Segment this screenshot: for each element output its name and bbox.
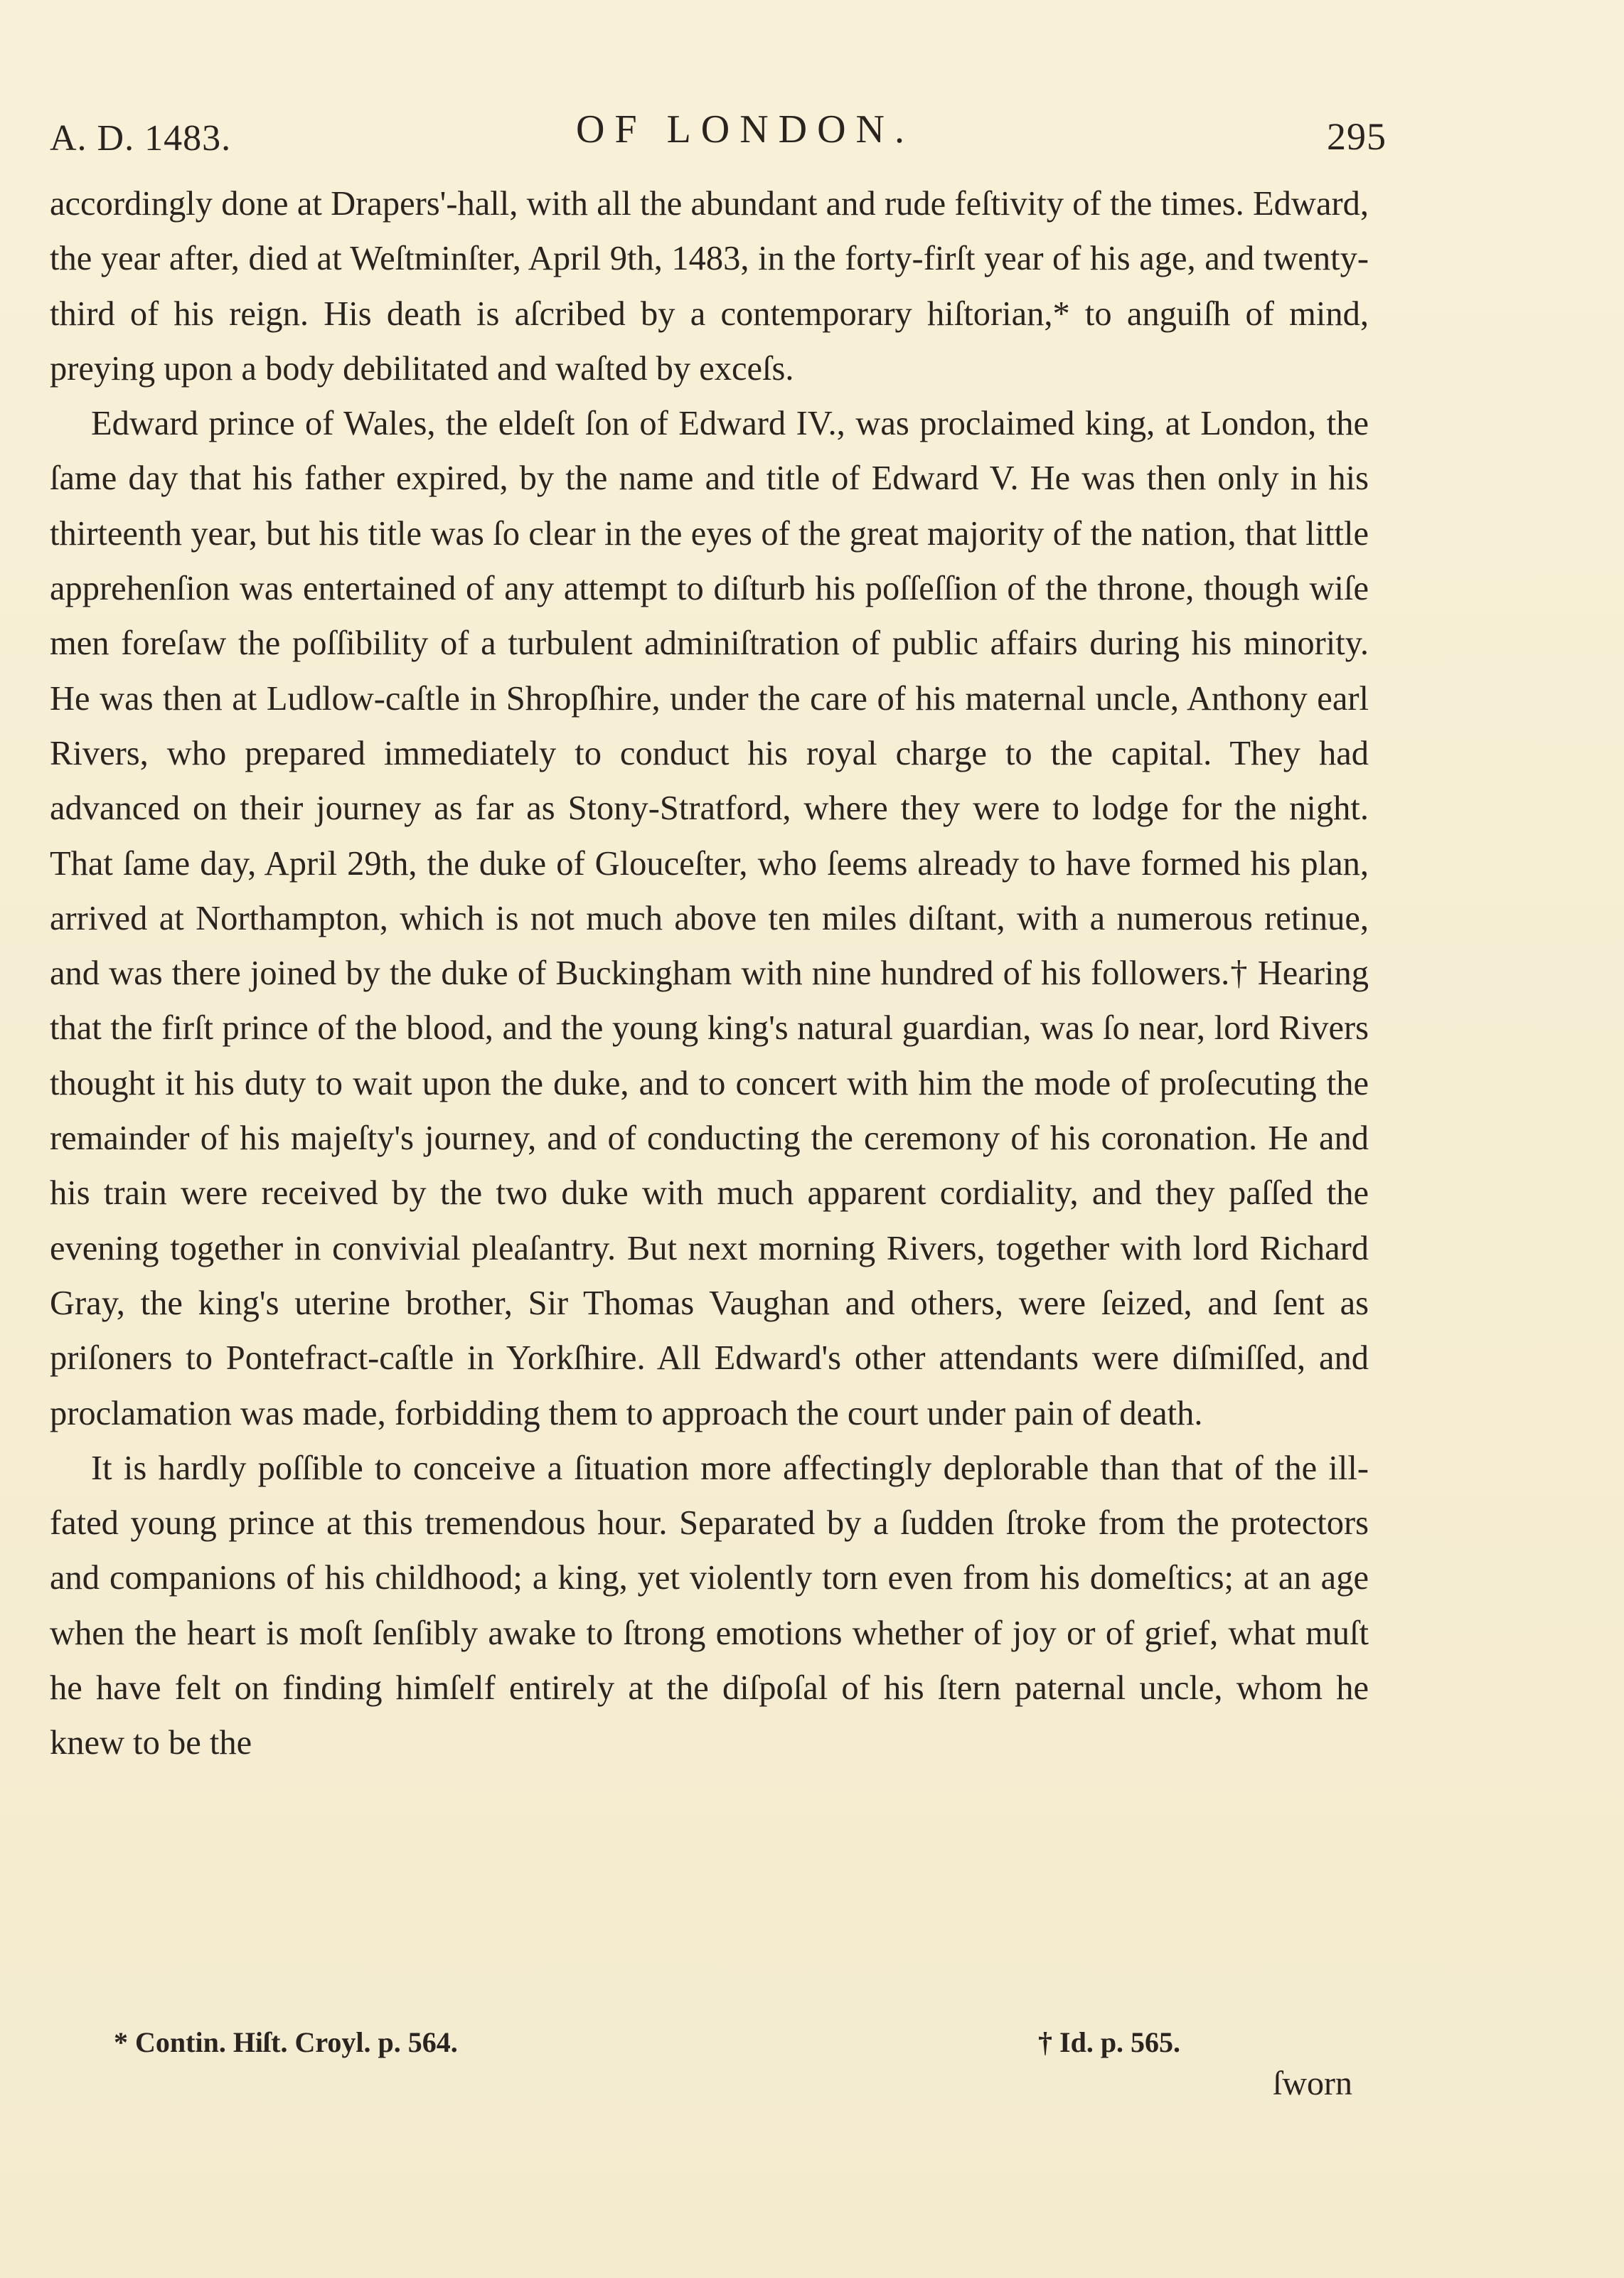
header-title: OF LONDON. (576, 107, 914, 151)
paragraph-3: It is hardly poſſible to conceive a ſituation more affectingly deplorable than that of the ill-fated young prince at this tremendous hour. Separated by a ſudden ſtroke from the protectors and companions of his childhood; a king, yet violently torn even from his domeſtics; at an age when the heart is moſt ſenſibly awake to ſtrong emotions whether of joy or of grief, what muſt he have felt on finding himſelf entirely at the diſpoſal of his ſtern paternal uncle, whom he knew to be the (50, 1449, 1369, 1762)
body-text (50, 176, 1369, 1771)
paragraph-2: Edward prince of Wales, the eldeſt ſon of Edward IV., was proclaimed king, at London, the ſame day that his father expired, by the name and title of Edward V. He was then only in his thirteenth year, but his title was ſo clear in the eyes of the great majority of the nation, that little apprehenſion was entertained of any attempt to diſturb his poſſeſſion of the throne, though wiſe men foreſaw the poſſibility of a turbulent adminiſtration of public affairs during his minority. He was then at Ludlow-caſtle in Shropſhire, under the care of his maternal uncle, Anthony earl Rivers, who prepared immediately to conduct his royal charge to the capital. They had advanced on their journey as far as Stony-Stratford, where they were to lodge for the night. That ſame day, April 29th, the duke of Glouceſter, who ſeems already to have formed his plan, arrived at Northampton, which is not much above ten miles diſtant, with a numerous retinue, and was there joined by the duke of Buckingham with nine hundred of his followers.† Hearing that the firſt prince of the blood, and the young king's natural guardian, was ſo near, lord Rivers thought it his duty to wait upon the duke, and to concert with him the mode of proſecuting the remainder of his majeſty's journey, and of conducting the ceremony of his coronation. He and his train were received by the two duke with much apparent cordiality, and they paſſed the evening together in convivial pleaſantry. But next morning Rivers, together with lord Richard Gray, the king's uterine brother, Sir Thomas Vaughan and others, were ſeized, and ſent as priſoners to Pontefract-caſtle in Yorkſhire. All Edward's other attendants were diſmiſſed, and proclamation was made, forbidding them to approach the court under pain of death. (50, 405, 1369, 1432)
header-year: A. D. 1483. (50, 118, 232, 159)
footnote-2: † Id. p. 565. (1038, 2026, 1181, 2058)
footnote-1: * Contin. Hiſt. Croyl. p. 564. (114, 2026, 458, 2058)
catchword: ſworn (1273, 2065, 1352, 2102)
page-number: 295 (1327, 115, 1387, 158)
running-header (50, 103, 1387, 167)
footnotes (114, 2026, 1223, 2068)
paragraph-1: accordingly done at Drapers'-hall, with all the abundant and rude feſtivity of the times. Edward, the year after, died at Weſtminſter, April 9th, 1483, in the forty-firſt year of his age, and twenty-third of his reign. His death is aſcribed by a contemporary hiſtorian,* to anguiſh of mind, preying upon a body debilitated and waſted by exceſs. (50, 185, 1369, 388)
